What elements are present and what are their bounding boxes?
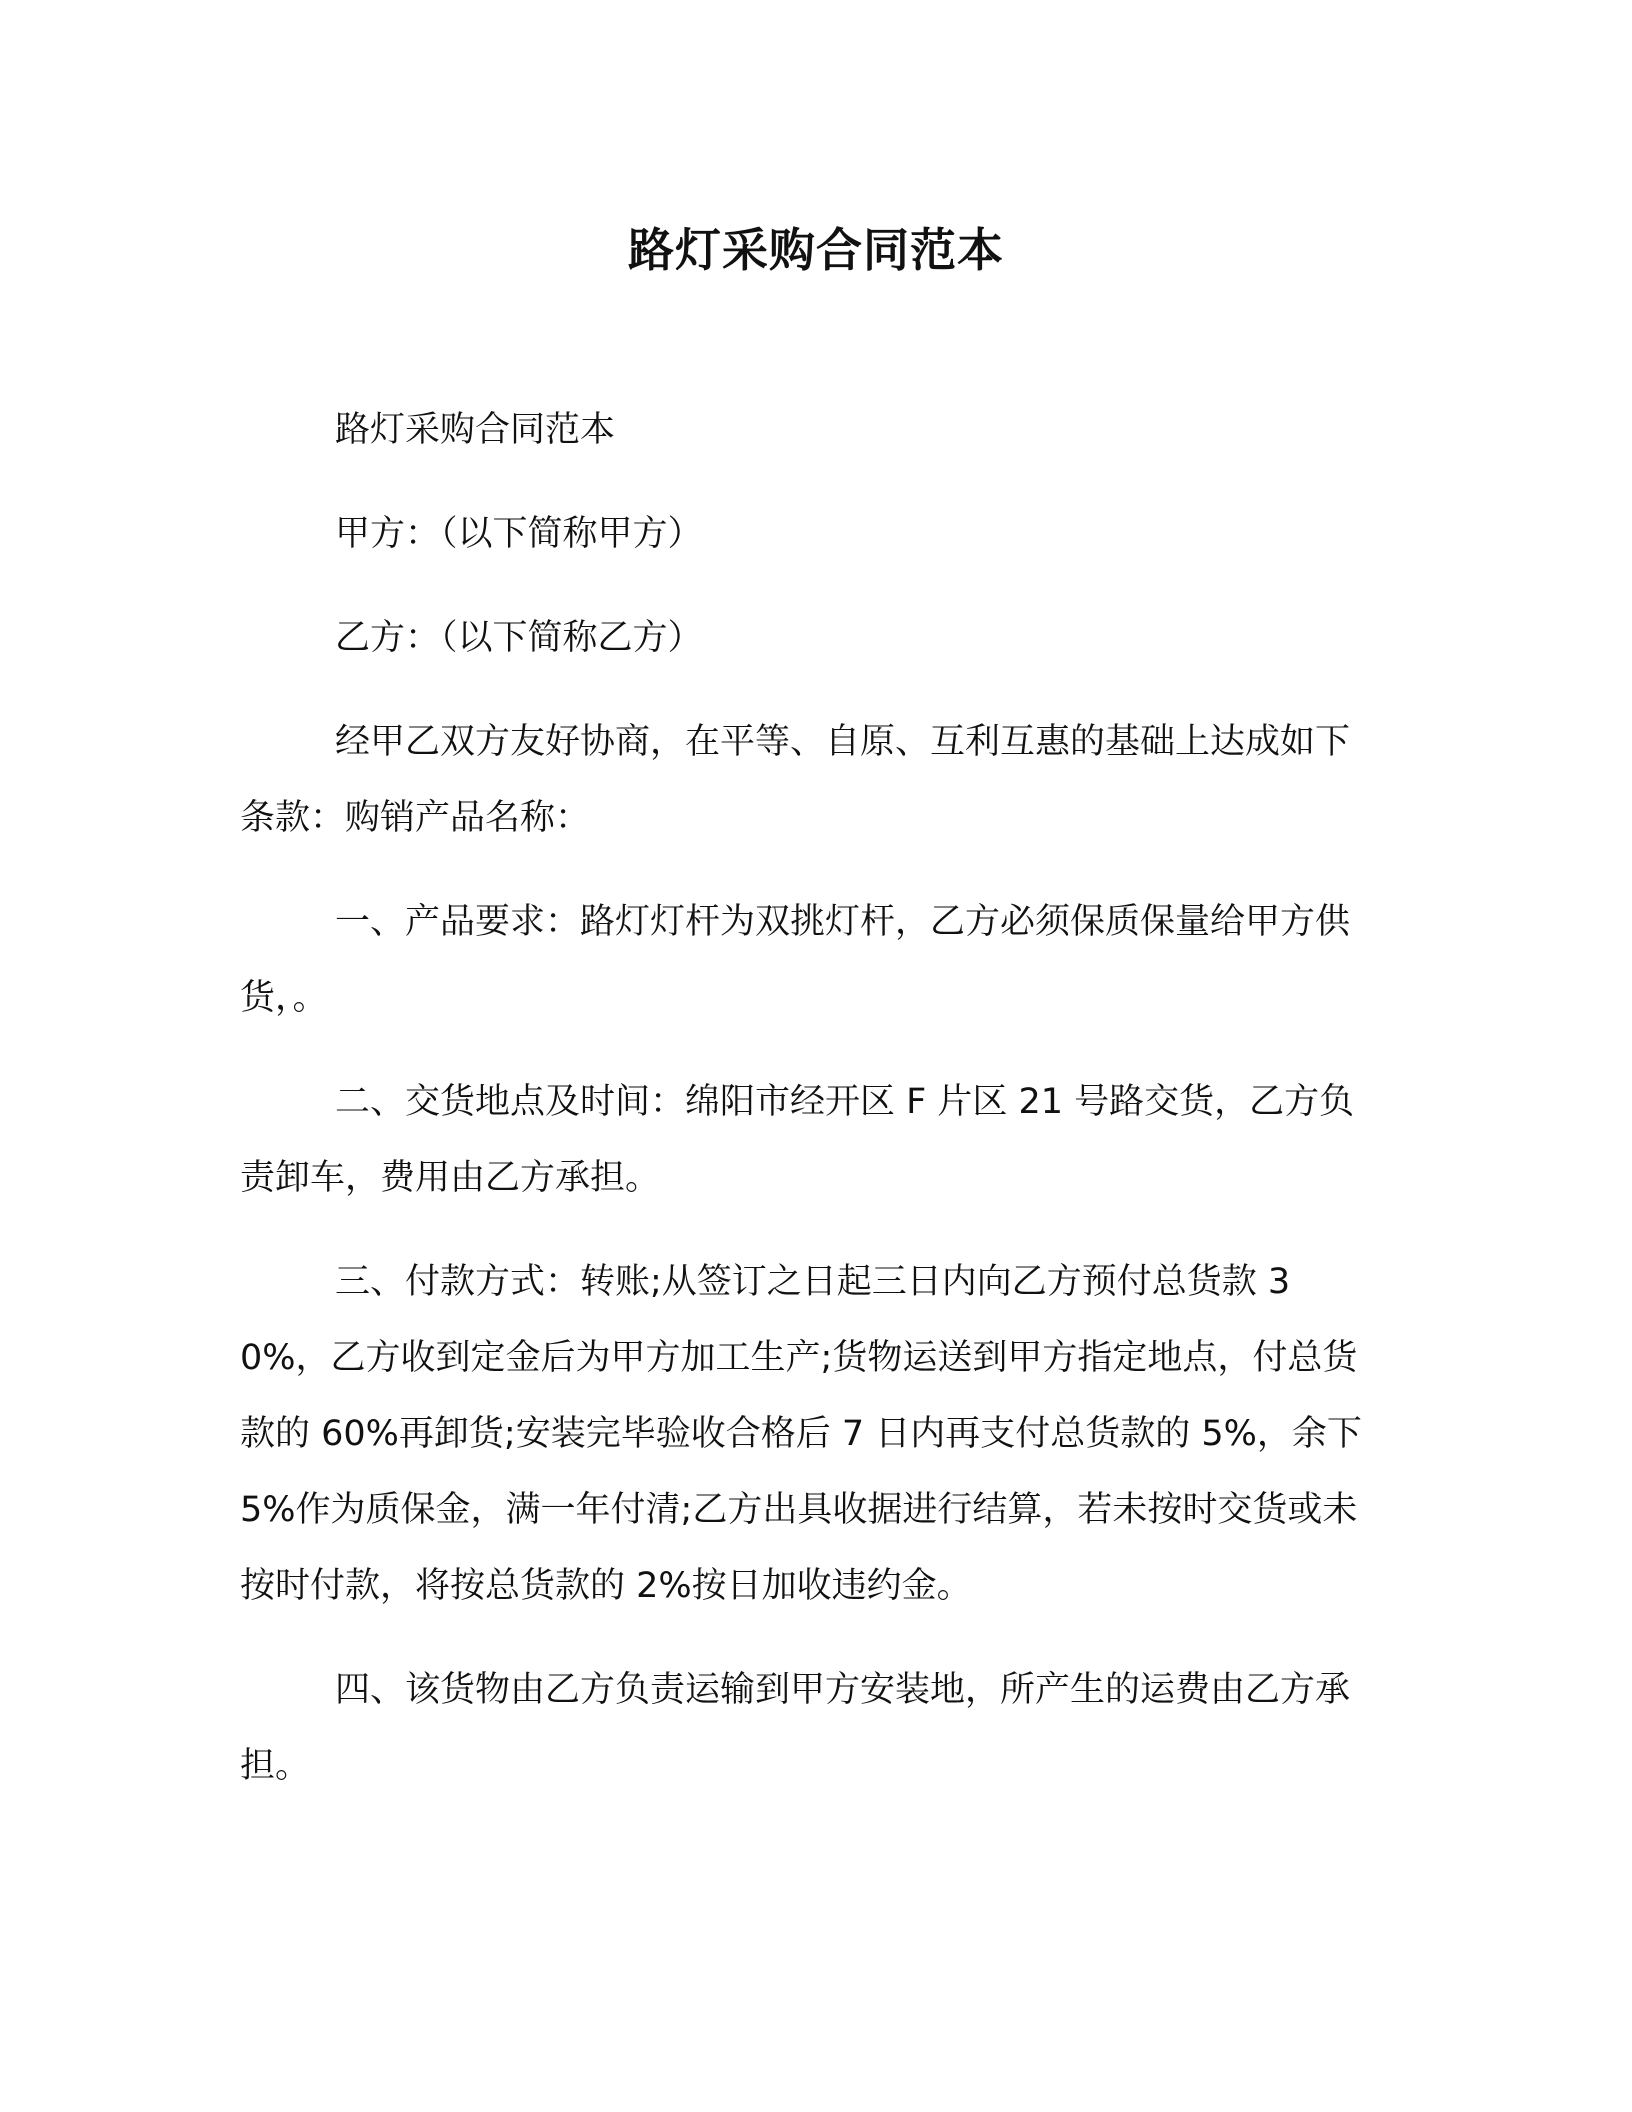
paragraph-party-a: 甲方：（以下简称甲方） <box>335 514 703 554</box>
document-title: 路灯采购合同范本 <box>628 223 1004 277</box>
paragraph-party-b: 乙方：（以下简称乙方） <box>335 618 703 658</box>
paragraph-clause-4: 四、该货物由乙方负责运输到甲方安装地，所产生的运费由乙方承担。 <box>240 1670 1351 1786</box>
paragraph-clause-1: 一、产品要求：路灯灯杆为双挑灯杆，乙方必须保质保量给甲方供货，。 <box>240 902 1351 1018</box>
paragraph-clause-3: 三、付款方式：转账;从签订之日起三日内向乙方预付总货款 30%，乙方收到定金后为甲方加工生产;货物运送到甲方指定地点，付总货款的 60%再卸货;安装完毕验收合格后 7 日内再支付总货款的 5%，余下 5%作为质保金，满一年付清;乙方出具收据进行结算，若未按时交货或未按时付款，将按总货款的 2%按日加收违约金。 <box>240 1262 1362 1606</box>
paragraph-heading: 路灯采购合同范本 <box>335 410 616 450</box>
paragraph-clause-2: 二、交货地点及时间：绵阳市经开区 F 片区 21 号路交货，乙方负责卸车，费用由乙方承担。 <box>240 1082 1355 1198</box>
document-body <box>240 392 1380 1832</box>
paragraph-preamble: 经甲乙双方友好协商，在平等、自原、互利互惠的基础上达成如下条款：购销产品名称： <box>240 722 1351 838</box>
